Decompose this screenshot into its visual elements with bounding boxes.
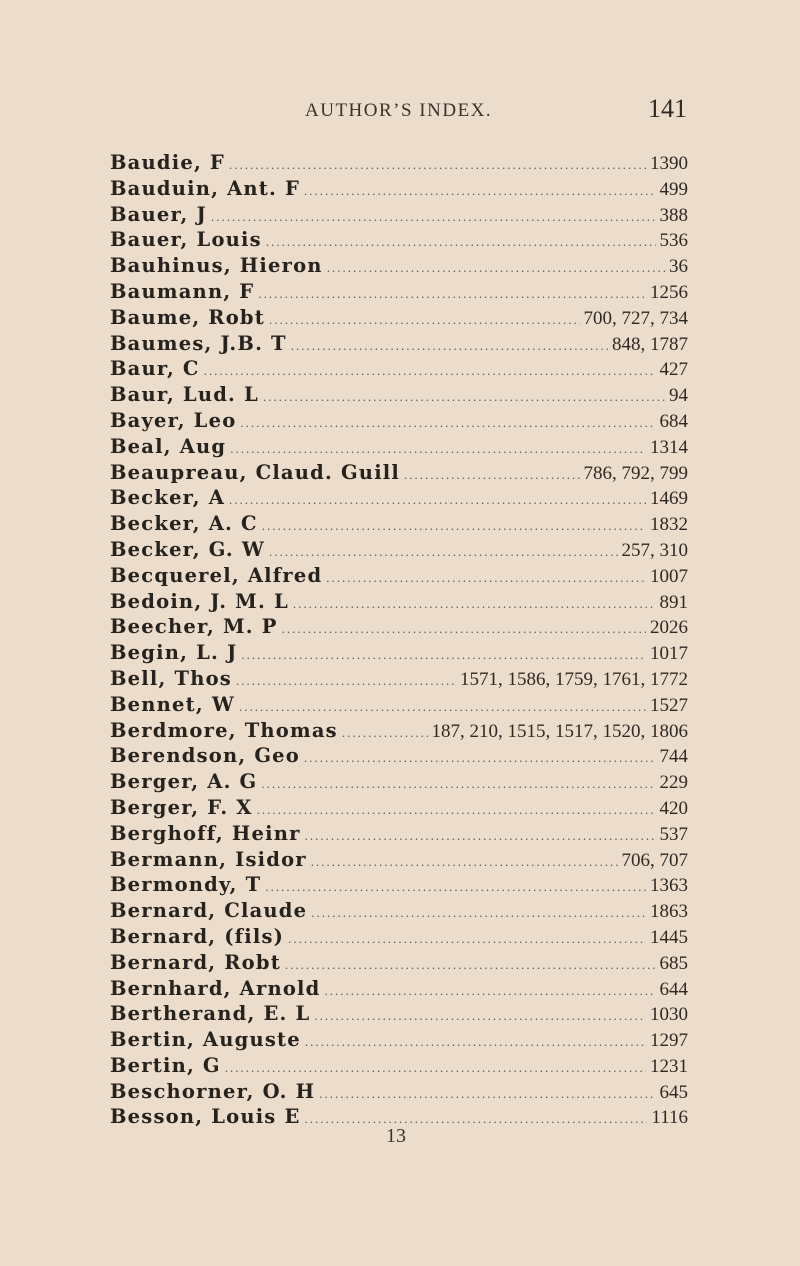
index-entry	[110, 743, 688, 769]
index-entry	[110, 924, 688, 950]
page-references: 1571, 1586, 1759, 1761, 1772	[460, 668, 688, 690]
dot-leader	[285, 952, 656, 978]
index-entry	[110, 227, 688, 253]
page-references: 891	[659, 591, 688, 613]
dot-leader	[211, 204, 656, 230]
author-name: Becker, A	[110, 486, 226, 510]
page-references: 706, 707	[621, 849, 688, 871]
author-name: Baur, Lud. L	[110, 383, 259, 407]
index-entry	[110, 176, 688, 202]
index-entry	[110, 408, 688, 434]
index-entry	[110, 253, 688, 279]
page-references: 1231	[650, 1055, 688, 1077]
dot-leader	[326, 565, 646, 591]
page-references: 1863	[650, 901, 688, 923]
author-name: Berger, A. G	[110, 770, 258, 794]
page-references: 645	[659, 1081, 688, 1103]
author-name: Beal, Aug	[110, 434, 227, 458]
dot-leader	[229, 487, 646, 513]
page-references: 1445	[650, 926, 688, 948]
index-entry	[110, 898, 688, 924]
page-references: 1297	[650, 1030, 688, 1052]
dot-leader	[225, 1055, 646, 1081]
index-entry	[110, 305, 688, 331]
index-entry	[110, 769, 688, 795]
dot-leader	[266, 229, 656, 255]
index-entry	[110, 718, 688, 744]
page-number: 141	[648, 94, 687, 123]
author-name: Bernhard, Arnold	[110, 976, 321, 1000]
page-references: 1116	[651, 1107, 688, 1129]
page-references: 229	[659, 772, 688, 794]
dot-leader	[257, 797, 656, 823]
page-references: 1832	[650, 514, 688, 536]
page-references: 536	[659, 230, 688, 252]
index-entry	[110, 537, 688, 563]
index-entry	[110, 356, 688, 382]
index-entries	[110, 150, 688, 1130]
page-references: 427	[659, 359, 688, 381]
author-name: Bauhinus, Hieron	[110, 254, 323, 278]
index-entry	[110, 847, 688, 873]
index-entry	[110, 1079, 688, 1105]
dot-leader	[319, 1081, 655, 1107]
page-references: 744	[659, 746, 688, 768]
page-references: 1256	[650, 281, 688, 303]
dot-leader	[269, 539, 618, 565]
page-references: 187, 210, 1515, 1517, 1520, 1806	[431, 720, 688, 742]
dot-leader	[262, 513, 646, 539]
dot-leader	[311, 849, 618, 875]
dot-leader	[293, 591, 656, 617]
page-references: 684	[659, 410, 688, 432]
index-entry	[110, 614, 688, 640]
dot-leader	[342, 720, 428, 746]
dot-leader	[236, 668, 456, 694]
page-references: 36	[669, 256, 688, 278]
author-name: Becker, G. W	[110, 537, 265, 561]
index-entry	[110, 1053, 688, 1079]
author-name: Beaupreau, Claud. Guill	[110, 460, 401, 484]
author-name: Baumes, J.B. T	[110, 331, 287, 355]
page-header	[0, 94, 800, 138]
page-references: 1527	[650, 694, 688, 716]
author-name: Becker, A. C	[110, 512, 258, 536]
author-name: Bertin, G	[110, 1053, 221, 1077]
author-name: Bermondy, T	[110, 873, 262, 897]
dot-leader	[282, 616, 646, 642]
dot-leader	[404, 462, 579, 488]
index-entry	[110, 434, 688, 460]
page-references: 1363	[650, 875, 688, 897]
author-name: Becquerel, Alfred	[110, 563, 323, 587]
index-entry	[110, 460, 688, 486]
index-entry	[110, 950, 688, 976]
dot-leader	[269, 307, 580, 333]
index-entry	[110, 331, 688, 357]
author-name: Bernard, Robt	[110, 950, 281, 974]
page-references: 848, 1787	[612, 333, 688, 355]
page-references: 1017	[650, 643, 688, 665]
dot-leader	[324, 978, 655, 1004]
running-title: AUTHOR’S INDEX.	[305, 100, 493, 121]
author-name: Berendson, Geo	[110, 744, 300, 768]
author-name: Baudie, F	[110, 151, 225, 174]
author-name: Besson, Louis E	[110, 1105, 301, 1129]
page-references: 1390	[650, 153, 688, 174]
author-name: Berdmore, Thomas	[110, 718, 338, 742]
author-name: Berghoff, Heinr	[110, 821, 301, 845]
dot-leader	[304, 178, 655, 204]
author-name: Bayer, Leo	[110, 408, 237, 432]
author-name: Bermann, Isidor	[110, 847, 307, 871]
dot-leader	[261, 771, 655, 797]
page-references: 1469	[650, 488, 688, 510]
author-name: Bauer, Louis	[110, 228, 262, 252]
author-name: Baumann, F	[110, 279, 255, 303]
page-references: 420	[659, 797, 688, 819]
page-references: 2026	[650, 617, 688, 639]
page-references: 537	[659, 823, 688, 845]
page-references: 700, 727, 734	[583, 307, 688, 329]
dot-leader	[327, 255, 665, 281]
author-name: Begin, L. J	[110, 641, 238, 665]
dot-leader	[288, 926, 646, 952]
dot-leader	[305, 823, 656, 849]
page-references: 257, 310	[621, 539, 688, 561]
dot-leader	[240, 410, 655, 436]
dot-leader	[265, 874, 646, 900]
index-entry	[110, 589, 688, 615]
page-references: 685	[659, 952, 688, 974]
author-name: Bauer, J	[110, 202, 207, 226]
author-name: Bell, Thos	[110, 666, 232, 690]
index-entry	[110, 485, 688, 511]
author-name: Beecher, M. P	[110, 615, 278, 639]
author-name: Berger, F. X	[110, 795, 253, 819]
dot-leader	[291, 333, 608, 359]
index-entry	[110, 1001, 688, 1027]
index-entry	[110, 692, 688, 718]
index-entry	[110, 563, 688, 589]
index-entry	[110, 872, 688, 898]
dot-leader	[229, 152, 646, 178]
dot-leader	[263, 384, 665, 410]
author-name: Beschorner, O. H	[110, 1079, 316, 1103]
page-references: 94	[669, 385, 688, 407]
dot-leader	[304, 745, 656, 771]
author-name: Bertherand, E. L	[110, 1002, 311, 1026]
page-references: 1314	[650, 436, 688, 458]
index-entry	[110, 666, 688, 692]
dot-leader	[239, 694, 646, 720]
dot-leader	[204, 358, 656, 384]
dot-leader	[314, 1003, 646, 1029]
author-name: Baur, C	[110, 357, 200, 381]
author-name: Baume, Robt	[110, 305, 265, 329]
page-references: 644	[659, 978, 688, 1000]
index-entry	[110, 976, 688, 1002]
dot-leader	[258, 281, 646, 307]
page-references: 786, 792, 799	[583, 462, 688, 484]
dot-leader	[305, 1106, 648, 1132]
dot-leader	[311, 900, 646, 926]
page-references: 1007	[650, 565, 688, 587]
author-name: Bennet, W	[110, 692, 235, 716]
author-name: Bertin, Auguste	[110, 1028, 301, 1052]
author-name: Bedoin, J. M. L	[110, 589, 289, 613]
page-references: 1030	[650, 1004, 688, 1026]
dot-leader	[230, 436, 646, 462]
index-entry	[110, 150, 688, 176]
index-entry	[110, 279, 688, 305]
dot-leader	[241, 642, 646, 668]
index-entry	[110, 1027, 688, 1053]
page-references: 388	[659, 204, 688, 226]
index-entry	[110, 795, 688, 821]
index-entry	[110, 202, 688, 228]
dot-leader	[305, 1029, 646, 1055]
page-references: 499	[659, 178, 688, 200]
author-name: Bernard, (fils)	[110, 924, 285, 948]
index-entry	[110, 511, 688, 537]
index-entry	[110, 640, 688, 666]
index-entry	[110, 382, 688, 408]
author-name: Bernard, Claude	[110, 899, 308, 923]
author-name: Bauduin, Ant. F	[110, 176, 301, 200]
signature-mark: 13	[386, 1125, 406, 1147]
index-entry	[110, 821, 688, 847]
